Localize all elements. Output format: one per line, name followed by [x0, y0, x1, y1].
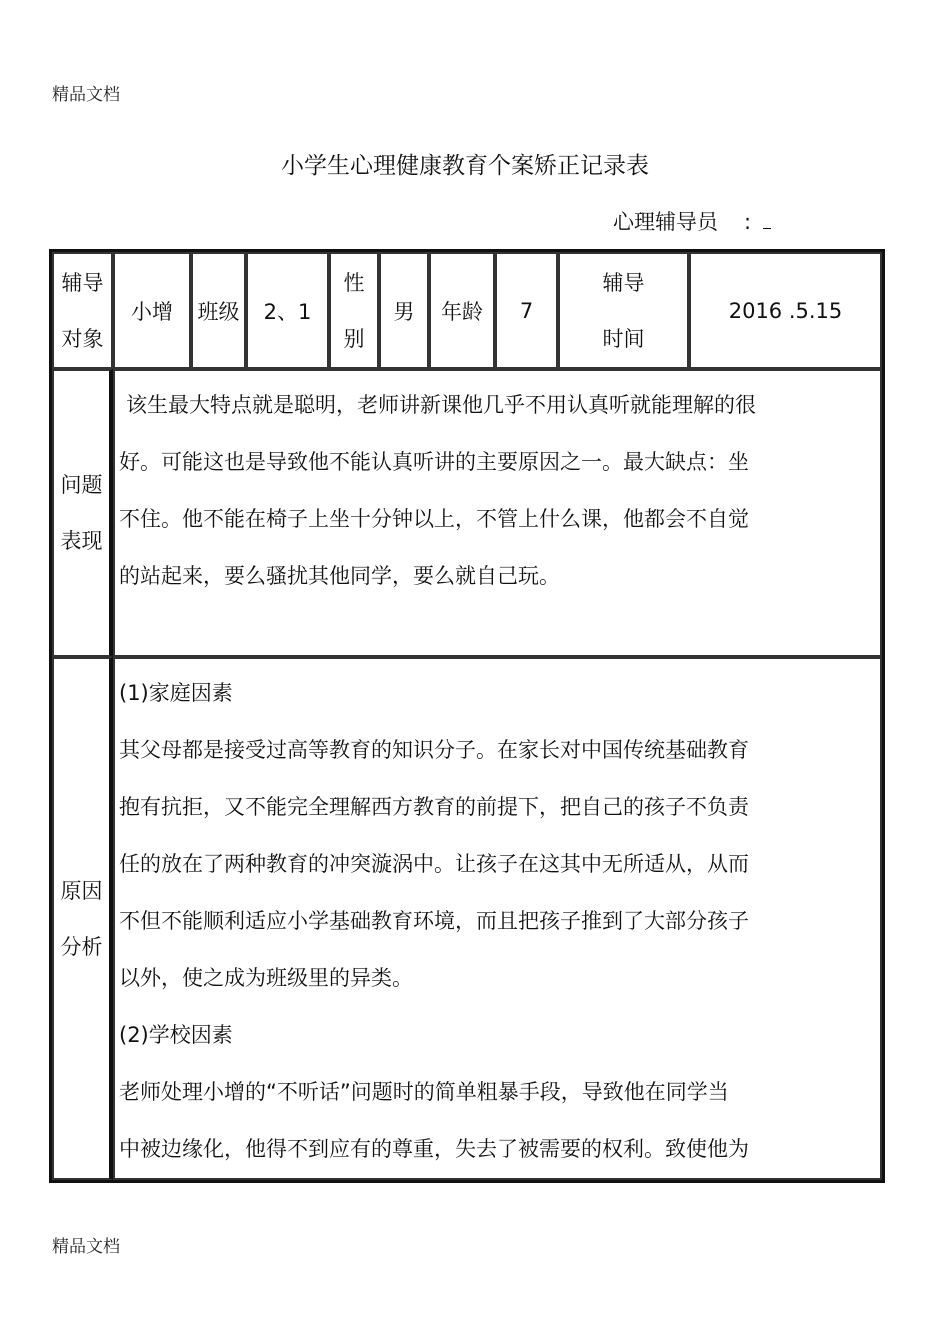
analysis-line-7: (2)学校因素 [119, 1023, 233, 1047]
analysis-label-line1: 原因 [60, 878, 103, 903]
class-value: 2、1 [246, 252, 329, 369]
watermark-top: 精品文档 [52, 85, 120, 105]
time-label-line2: 时间 [602, 326, 645, 351]
target-label-line2: 对象 [61, 326, 104, 351]
problem-label-line1: 问题 [60, 473, 103, 497]
time-label-line1: 辅导 [602, 270, 645, 295]
problem-label [52, 369, 113, 657]
document-title: 小学生心理健康教育个案矫正记录表 [281, 153, 649, 179]
counselor-field [613, 206, 771, 236]
age-value: 7 [495, 252, 558, 369]
analysis-line-4: 任的放在了两种教育的冲突漩涡中。让孩子在这其中无所适从，从而 [119, 852, 749, 876]
student-name: 小增 [113, 252, 191, 369]
analysis-line-9: 中被边缘化，他得不到应有的尊重，失去了被需要的权利。致使他为 [119, 1137, 749, 1161]
analysis-label-line2: 分析 [60, 934, 103, 959]
analysis-label [52, 657, 113, 1180]
problem-label-line2: 表现 [60, 529, 103, 553]
analysis-line-5: 不但不能顺利适应小学基础教育环境，而且把孩子推到了大部分孩子 [119, 909, 749, 933]
problem-row [52, 369, 882, 657]
target-label-line1: 辅导 [61, 270, 104, 295]
problem-line-2: 好。可能这也是导致他不能认真听讲的主要原因之一。最大缺点：坐 [119, 450, 749, 474]
problem-line-1: 该生最大特点就是聪明，老师讲新课他几乎不用认真听就能理解的很 [126, 393, 756, 417]
analysis-content [113, 657, 882, 1180]
counselor-blank [763, 212, 771, 229]
analysis-row [52, 657, 882, 1180]
gender-value: 男 [379, 252, 429, 369]
class-label: 班级 [191, 252, 246, 369]
problem-content [113, 369, 882, 657]
problem-line-4: 的站起来，要么骚扰其他同学，要么就自己玩。 [119, 564, 560, 588]
analysis-line-8: 老师处理小增的“不听话”问题时的简单粗暴手段，导致他在同学当 [119, 1080, 729, 1104]
counselor-colon: : [744, 210, 752, 234]
problem-line-3: 不住。他不能在椅子上坐十分钟以上，不管上什么课，他都会不自觉 [119, 507, 749, 531]
counselor-label: 心理辅导员 [613, 210, 718, 234]
target-label [52, 252, 113, 369]
gender-label [329, 252, 379, 369]
header-row [52, 252, 882, 369]
analysis-line-6: 以外，使之成为班级里的异类。 [119, 966, 413, 990]
age-label: 年龄 [429, 252, 495, 369]
watermark-bottom: 精品文档 [52, 1237, 120, 1257]
gender-label-line2: 别 [343, 326, 365, 351]
analysis-line-3: 抱有抗拒，又不能完全理解西方教育的前提下，把自己的孩子不负责 [119, 795, 749, 819]
analysis-line-1: (1)家庭因素 [119, 681, 233, 705]
analysis-line-2: 其父母都是接受过高等教育的知识分子。在家长对中国传统基础教育 [119, 738, 749, 762]
record-table [49, 249, 885, 1183]
time-label [558, 252, 689, 369]
gender-label-line1: 性 [343, 270, 365, 295]
time-value: 2016 .5.15 [689, 252, 882, 369]
